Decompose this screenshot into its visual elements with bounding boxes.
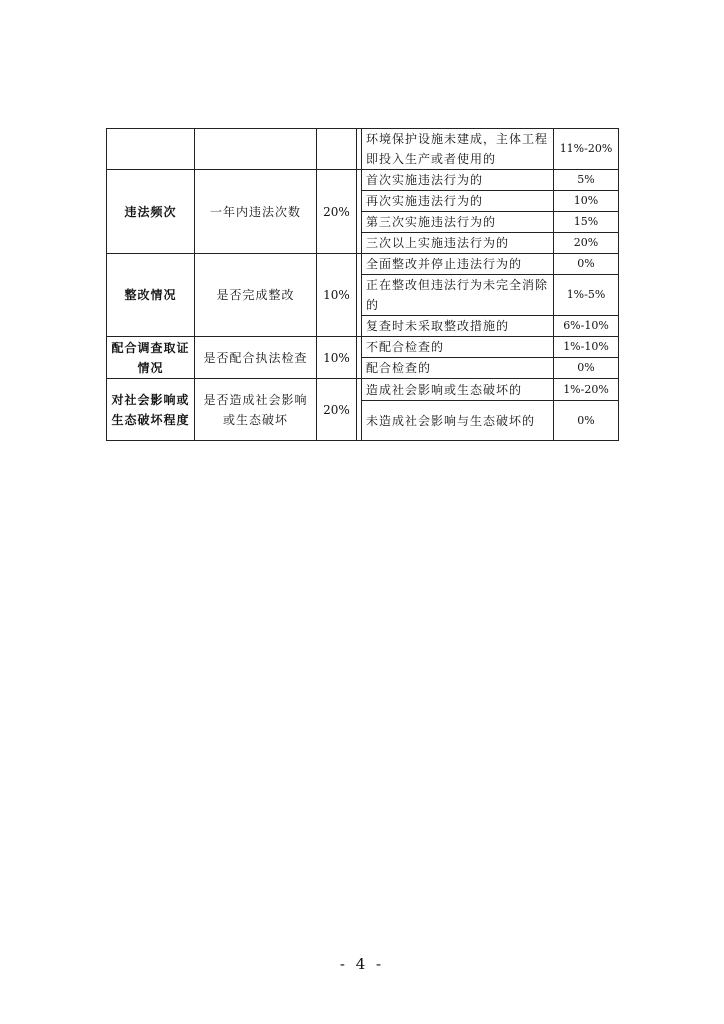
ratio-cell: 0% bbox=[554, 254, 619, 275]
factor-cell: 对社会影响或生态破坏程度 bbox=[107, 379, 195, 441]
ratio-cell: 1%-10% bbox=[554, 337, 619, 358]
situation-cell: 未造成社会影响与生态破坏的 bbox=[362, 401, 554, 441]
factor-cell bbox=[107, 129, 195, 170]
ratio-cell: 20% bbox=[554, 233, 619, 254]
table-row bbox=[107, 254, 619, 275]
table-row bbox=[107, 170, 619, 191]
table-row bbox=[107, 379, 619, 401]
situation-cell: 造成社会影响或生态破坏的 bbox=[362, 379, 554, 401]
factor-cell: 整改情况 bbox=[107, 254, 195, 337]
situation-cell: 全面整改并停止违法行为的 bbox=[362, 254, 554, 275]
situation-cell: 正在整改但违法行为未完全消除的 bbox=[362, 275, 554, 316]
ratio-cell: 5% bbox=[554, 170, 619, 191]
indicator-cell: 是否配合执法检查 bbox=[195, 337, 317, 379]
situation-cell: 首次实施违法行为的 bbox=[362, 170, 554, 191]
factor-cell: 违法频次 bbox=[107, 170, 195, 254]
ratio-cell: 11%-20% bbox=[554, 129, 619, 170]
indicator-cell bbox=[195, 129, 317, 170]
weight-cell: 20% bbox=[317, 170, 357, 254]
situation-cell: 配合检查的 bbox=[362, 358, 554, 379]
ratio-cell: 0% bbox=[554, 358, 619, 379]
ratio-cell: 1%-20% bbox=[554, 379, 619, 401]
table-row bbox=[107, 337, 619, 358]
factor-cell: 配合调查取证情况 bbox=[107, 337, 195, 379]
situation-cell: 三次以上实施违法行为的 bbox=[362, 233, 554, 254]
indicator-cell: 是否完成整改 bbox=[195, 254, 317, 337]
weight-cell: 10% bbox=[317, 254, 357, 337]
table-body bbox=[107, 129, 619, 441]
situation-cell: 第三次实施违法行为的 bbox=[362, 212, 554, 233]
situation-cell: 不配合检查的 bbox=[362, 337, 554, 358]
weight-cell bbox=[317, 129, 357, 170]
ratio-cell: 6%-10% bbox=[554, 316, 619, 337]
ratio-cell: 0% bbox=[554, 401, 619, 441]
indicator-cell: 是否造成社会影响或生态破坏 bbox=[195, 379, 317, 441]
page-number: - 4 - bbox=[339, 955, 385, 973]
situation-cell: 再次实施违法行为的 bbox=[362, 191, 554, 212]
ratio-cell: 15% bbox=[554, 212, 619, 233]
indicator-cell: 一年内违法次数 bbox=[195, 170, 317, 254]
situation-cell: 复查时未采取整改措施的 bbox=[362, 316, 554, 337]
weight-cell: 20% bbox=[317, 379, 357, 441]
weight-cell: 10% bbox=[317, 337, 357, 379]
ratio-cell: 1%-5% bbox=[554, 275, 619, 316]
ratio-cell: 10% bbox=[554, 191, 619, 212]
situation-cell: 环境保护设施未建成，主体工程即投入生产或者使用的 bbox=[362, 129, 554, 170]
table-row bbox=[107, 129, 619, 170]
penalty-criteria-table bbox=[106, 128, 619, 441]
